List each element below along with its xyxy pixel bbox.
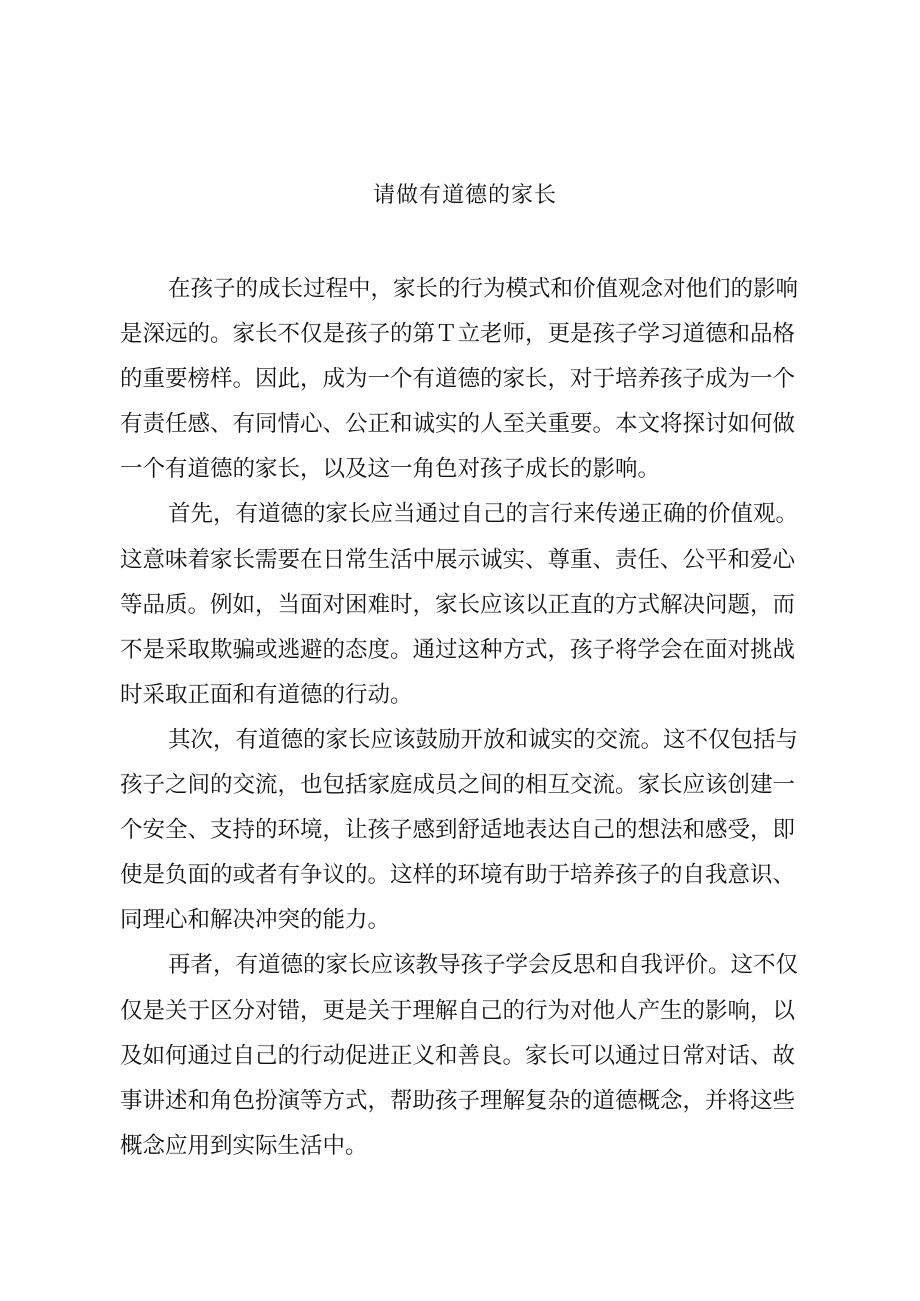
paragraph-line: 首先，有道德的家长应当通过自己的言行来传递正确的价值观。	[168, 501, 799, 528]
paragraph-line: 孩子之间的交流，也包括家庭成员之间的相互交流。家长应该创建一	[120, 772, 796, 799]
paragraph-line: 使是负面的或者有争议的。这样的环境有助于培养孩子的自我意识、	[120, 862, 796, 889]
paragraph-line: 其次，有道德的家长应该鼓励开放和诚实的交流。这不仅包括与	[168, 726, 799, 753]
paragraph-4	[120, 943, 814, 1168]
paragraph-line: 一个有道德的家长，以及这一角色对孩子成长的影响。	[120, 456, 661, 483]
paragraph-1	[120, 267, 814, 492]
paragraph-line: 不是采取欺骗或逃避的态度。通过这种方式，孩子将学会在面对挑战	[120, 636, 796, 663]
document-title: 请做有道德的家长	[372, 183, 557, 208]
paragraph-line: 在孩子的成长过程中，家长的行为模式和价值观念对他们的影响	[168, 276, 799, 302]
paragraph-line: 等品质。例如，当面对困难时，家长应该以正直的方式解决问题，而	[120, 591, 796, 618]
paragraph-line: 事讲述和角色扮演等方式，帮助孩子理解复杂的道德概念，并将这些	[120, 1087, 796, 1114]
paragraph-line: 仅是关于区分对错，更是关于理解自己的行为对他人产生的影响，以	[120, 997, 796, 1024]
paragraph-line: 概念应用到实际生活中。	[120, 1132, 368, 1159]
paragraph-3	[120, 718, 814, 943]
paragraph-line: 同理心和解决冲突的能力。	[120, 907, 391, 934]
document-body	[120, 267, 814, 1169]
paragraph-2	[120, 492, 814, 717]
paragraph-line: 的重要榜样。因此，成为一个有道德的家长，对于培养孩子成为一个	[120, 366, 796, 393]
paragraph-line: 再者，有道德的家长应该教导孩子学会反思和自我评价。这不仅	[168, 952, 799, 979]
paragraph-line: 个安全、支持的环境，让孩子感到舒适地表达自己的想法和感受，即	[120, 817, 796, 844]
paragraph-line: 有责任感、有同情心、公正和诚实的人至关重要。本文将探讨如何做	[120, 411, 796, 438]
paragraph-line: 是深远的。家长不仅是孩子的第Ｔ立老师，更是孩子学习道德和品格	[120, 321, 796, 348]
paragraph-line: 这意味着家长需要在日常生活中展示诚实、尊重、责任、公平和爱心	[120, 546, 796, 573]
paragraph-line: 及如何通过自己的行动促进正义和善良。家长可以通过日常对话、故	[120, 1042, 796, 1069]
paragraph-line: 时采取正面和有道德的行动。	[120, 681, 413, 708]
